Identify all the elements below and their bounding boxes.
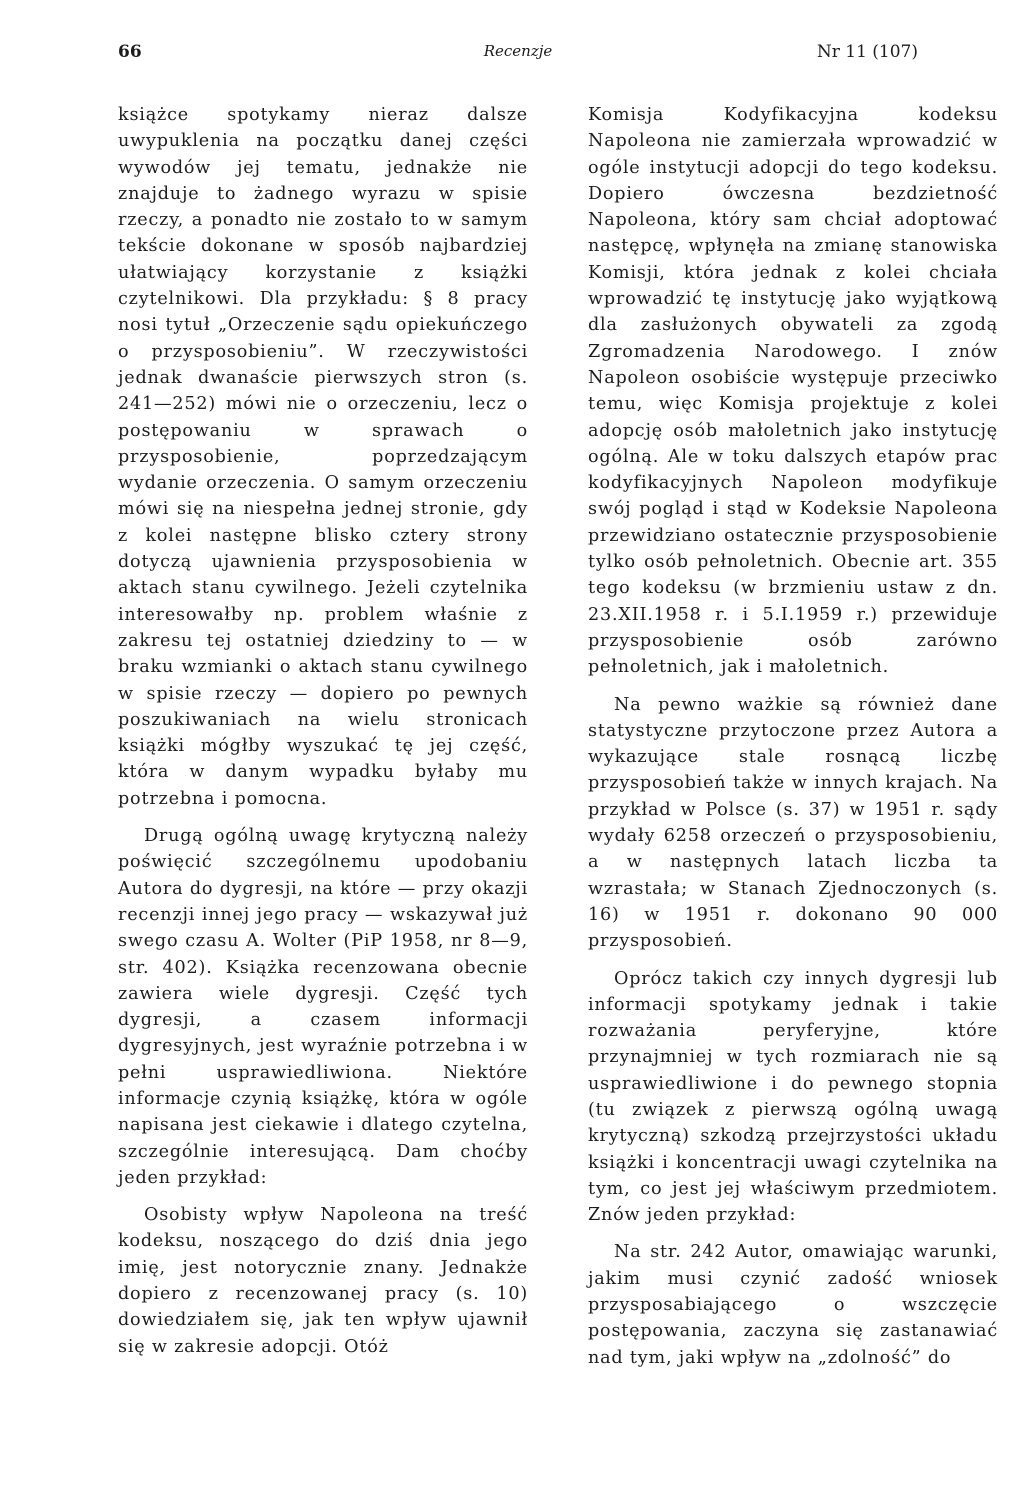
page-header <box>118 42 918 72</box>
paragraph: Drugą ogólną uwagę krytyczną należy poświęcić szczególnemu upodobaniu Autora do dygresji, na które — przy okazji recenzji innej jego pracy — wskazywał już swego czasu A. Wolter (PiP 1958, nr 8—9, str. 402). Książka recenzowana obecnie zawiera wiele dygresji. Część tych dygresji, a czasem informacji dygresyjnych, jest wyraźnie potrzebna i w pełni usprawiedliwiona. Niektóre informacje czynią książkę, która w ogóle napisana jest ciekawie i dlatego czytelna, szczególnie interesującą. Dam choćby jeden przykład: <box>118 826 528 1188</box>
paragraph: książce spotykamy nieraz dalsze uwypuklenia na początku danej części wywodów jej tematu, jednakże nie znajduje to żadnego wyrazu w spisie rzeczy, a ponadto nie zostało to w samym tekście dokonane w sposób najbardziej ułatwiający korzystanie z książki czytelnikowi. Dla przykładu: § 8 pracy nosi tytuł „Orzeczenie sądu opiekuńczego o przysposobieniu”. W rzeczywistości jednak dwanaście pierwszych stron (s. 241—252) mówi nie o orzeczeniu, lecz o postępowaniu w sprawach o przysposobienie, poprzedzającym wydanie orzeczenia. O samym orzeczeniu mówi się na niespełna jednej stronie, gdy z kolei następne blisko cztery strony dotyczą ujawnienia przysposobienia w aktach stanu cywilnego. Jeżeli czytelnika interesowałby np. problem właśnie z zakresu tej ostatniej dziedziny to — w braku wzmianki o aktach stanu cywilnego w spisie rzeczy — dopiero po pewnych poszukiwaniach na wielu stronicach książki mógłby wyszukać tę jej część, która w danym wypadku byłaby mu potrzebna i pomocna. <box>118 105 528 809</box>
paragraph: Oprócz takich czy innych dygresji lub informacji spotykamy jednak i takie rozważania peryferyjne, które przynajmniej w tych rozmiarach nie są usprawiedliwione i do pewnego stopnia (tu związek z pierwszą ogólną uwagą krytyczną) szkodzą przejrzystości układu książki i koncentracji uwagi czytelnika na tym, co jest jej właściwym przedmiotem. Znów jeden przykład: <box>588 968 998 1226</box>
paragraph: Na str. 242 Autor, omawiając warunki, jakim musi czynić zadość wniosek przysposabiającego o wszczęcie postępowania, zaczyna się zastanawiać nad tym, jaki wpływ na „zdolność” do <box>588 1242 998 1368</box>
paragraph: Komisja Kodyfikacyjna kodeksu Napoleona nie zamierzała wprowadzić w ogóle instytucji adopcji do tego kodeksu. Dopiero ówczesna bezdzietność Napoleona, który sam chciał adoptować następcę, wpłynęła na zmianę stanowiska Komisji, która jednak z kolei chciała wprowadzić tę instytucję jako wyjątkową dla zasłużonych obywateli za zgodą Zgromadzenia Narodowego. I znów Napoleon osobiście występuje przeciwko temu, więc Komisja projektuje z kolei adopcję osób małoletnich jako instytucję ogólną. Ale w toku dalszych etapów prac kodyfikacyjnych Napoleon modyfikuje swój pogląd i stąd w Kodeksie Napoleona przewidziano ostatecznie przysposobienie tylko osób pełnoletnich. Obecnie art. 355 tego kodeksu (w brzmieniu ustaw z dn. 23.XII.1958 r. i 5.I.1959 r.) przewiduje przysposobienie osób zarówno pełnoletnich, jak i małoletnich. <box>588 105 998 678</box>
paragraph: Na pewno ważkie są również dane statystyczne przytoczone przez Autora a wykazujące stale rosnącą liczbę przysposobień także w innych krajach. Na przykład w Polsce (s. 37) w 1951 r. sądy wydały 6258 orzeczeń o przysposobieniu, a w następnych latach liczba ta wzrastała; w Stanach Zjednoczonych (s. 16) w 1951 r. dokonano 90 000 przysposobień. <box>588 694 998 952</box>
page-number: 66 <box>118 42 142 62</box>
left-column <box>118 102 528 1360</box>
section-title: Recenzje <box>483 42 553 60</box>
paragraph: Osobisty wpływ Napoleona na treść kodeksu, noszącego do dziś dnia jego imię, jest notorycznie znany. Jednakże dopiero z recenzowanej pracy (s. 10) dowiedziałem się, jak ten wpływ ujawnił się w zakresie adopcji. Otóż <box>118 1205 528 1357</box>
right-column <box>588 102 998 1371</box>
issue-number: Nr 11 (107) <box>816 42 918 62</box>
